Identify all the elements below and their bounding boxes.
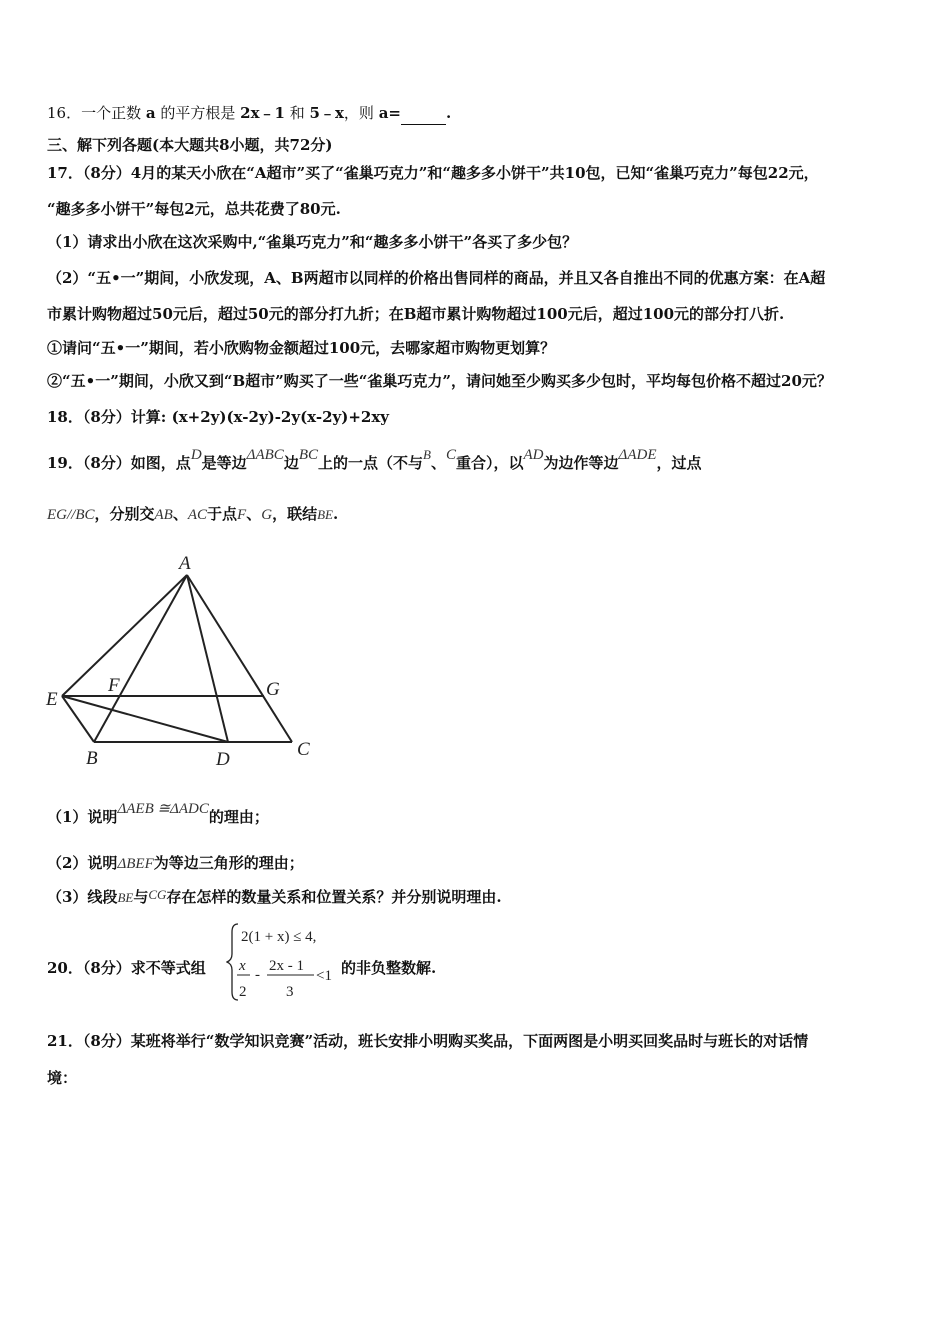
question-20-suffix: 的非负整数解. — [341, 959, 437, 977]
segment-ED — [62, 696, 228, 742]
question-21-line1: 21．（8分）某班将举行“数学知识竞赛”活动，班长安排小明购买奖品，下面两图是小明买回奖品时与班长的对话情 — [47, 1032, 809, 1050]
question-19-part3: （3）线段BE与CG存在怎样的数量关系和位置关系？并分别说明理由. — [47, 887, 502, 906]
question-17-sub2: ②“五•一”期间，小欣又到“B超市”购买了一些“雀巢巧克力”，请问她至少购买多少包时，平均每包价格不超过20元？ — [47, 372, 832, 390]
question-19-line2: EG//BC，分别交AB、AC于点F、G，联结BE. — [47, 505, 339, 523]
question-17-part2a: （2）“五•一”期间，小欣发现，A、B两超市以同样的价格出售同样的商品，并且又各自推出不同的优惠方案：在A超 — [47, 269, 826, 287]
question-17-sub1: ①请问“五•一”期间，若小欣购物金额超过100元，去哪家超市购物更划算？ — [47, 339, 556, 357]
inequality-1: 2(1 + x) ≤ 4, — [241, 929, 317, 945]
frac1-num: x — [239, 958, 246, 974]
less-than-one: <1 — [316, 968, 332, 984]
question-17-line2: “趣多多小饼干”每包2元，总共花费了80元. — [47, 200, 341, 218]
question-20-prefix: 20．（8分）求不等式组 — [47, 959, 206, 977]
label-G: G — [266, 679, 280, 700]
label-B: B — [86, 748, 98, 769]
section-heading: 三、解下列各题(本大题共8小题，共72分) — [47, 136, 333, 154]
question-18: 18．（8分）计算: (x+2y)(x-2y)-2y(x-2y)+2xy — [47, 408, 389, 426]
segment-AC — [187, 575, 292, 742]
minus-sign: - — [255, 967, 260, 983]
question-17-line1: 17．（8分）4月的某天小欣在“A超市”买了“雀巢巧克力”和“趣多多小饼干”共10包，已知“雀巢巧克力”每包22元， — [47, 164, 819, 182]
brace — [227, 924, 238, 1000]
frac2-num: 2x - 1 — [269, 958, 304, 974]
label-F: F — [108, 675, 120, 696]
frac1-den: 2 — [239, 984, 247, 1000]
label-E: E — [46, 689, 58, 710]
triangle-figure — [40, 545, 330, 780]
question-17-part2b: 市累计购物超过50元后，超过50元的部分打九折；在B超市累计购物超过100元后，超过100元的部分打八折. — [47, 305, 785, 323]
question-19-line1: 19．（8分）如图，点D是等边ΔABC边BC上的一点（不与B、C重合），以AD为边作等边ΔADE，过点 — [47, 447, 702, 472]
answer-blank — [401, 102, 446, 125]
segment-AD — [187, 575, 228, 742]
inequality-system — [226, 920, 346, 1004]
question-21-line2: 境： — [47, 1069, 78, 1087]
question-19-part1: （1）说明ΔAEB ≅ΔADC的理由； — [47, 801, 269, 826]
label-A: A — [179, 553, 191, 574]
segment-AE — [62, 575, 187, 696]
question-19-part2: （2）说明ΔBEF为等边三角形的理由； — [47, 854, 304, 872]
question-16: 16．一个正数 a 的平方根是 2x﹣1 和 5﹣x，则 a= . — [47, 102, 451, 125]
frac2-den: 3 — [286, 984, 294, 1000]
question-17-part1: （1）请求出小欣在这次采购中,“雀巢巧克力”和“趣多多小饼干”各买了多少包？ — [47, 233, 578, 251]
label-D: D — [216, 749, 230, 770]
label-C: C — [297, 739, 310, 760]
